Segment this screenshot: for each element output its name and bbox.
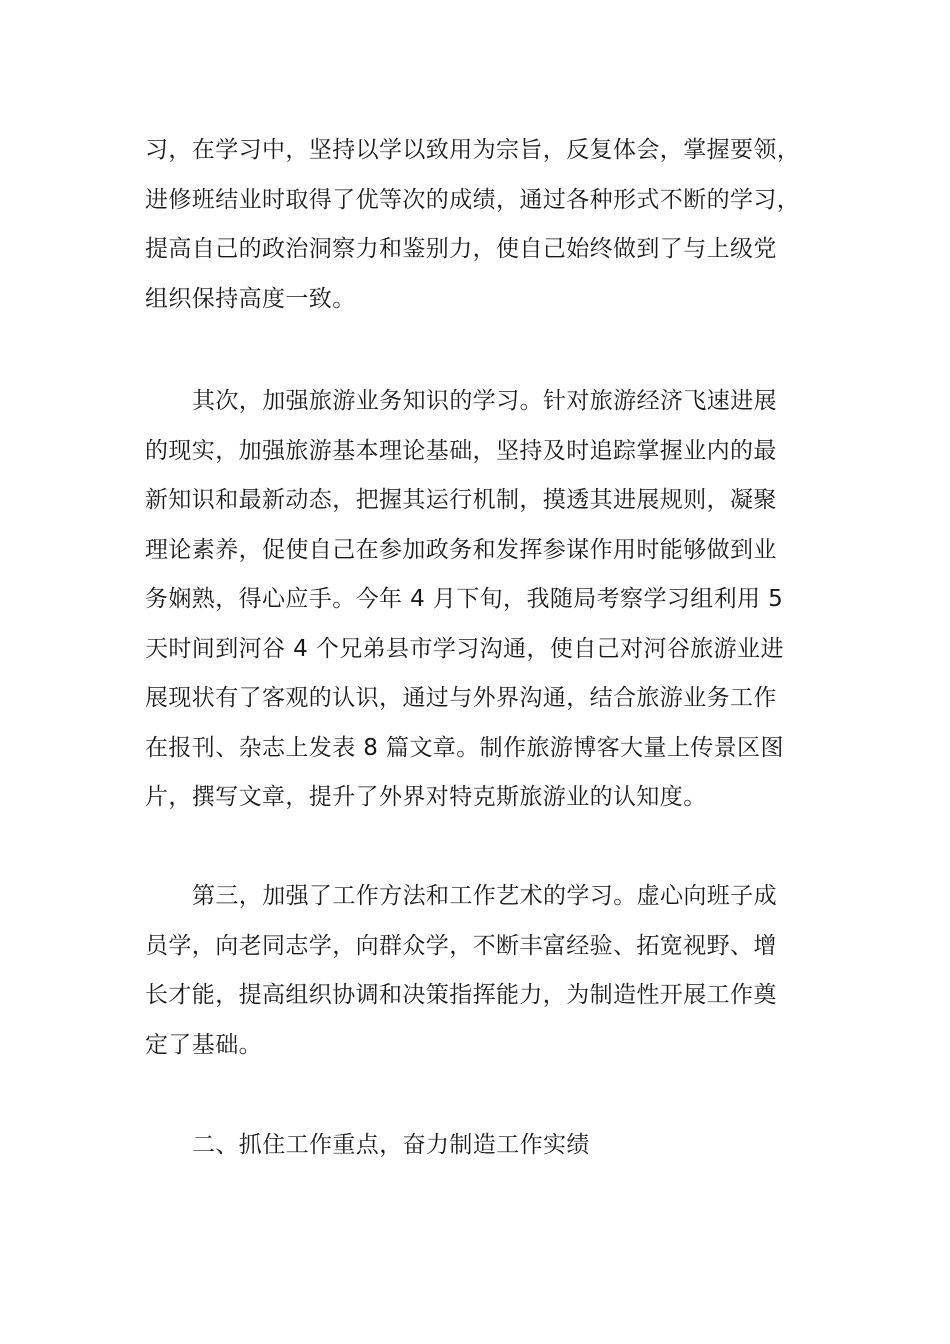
paragraph-line: 习，在学习中，坚持以学以致用为宗旨，反复体会，掌握要领， [145,137,801,163]
paragraph-line: 新知识和最新动态，把握其运行机制，摸透其进展规则，凝聚 [145,487,777,513]
paragraph-line: 进修班结业时取得了优等次的成绩，通过各种形式不断的学习， [145,186,801,213]
paragraph-line: 理论素养，促使自己在参加政务和发挥参谋作用时能够做到业 [145,536,777,563]
paragraph-work-methods [145,872,810,1070]
paragraph-line: 长才能，提高组织协调和决策指挥能力，为制造性开展工作奠 [145,982,777,1008]
paragraph-line: 务娴熟，得心应手。今年 4 月下旬，我随局考察学习组利用 5 [145,586,784,612]
paragraph-line: 在报刊、杂志上发表 8 篇文章。制作旅游博客大量上传景区图 [145,734,784,761]
section-heading-text: 二、抓住工作重点，奋力制造工作实绩 [192,1132,590,1158]
paragraph-line: 组织保持高度一致。 [145,285,356,312]
section-heading [145,1121,810,1171]
paragraph-line: 其次，加强旅游业务知识的学习。针对旅游经济飞速进展 [192,388,777,414]
paragraph-line: 员学，向老同志学，向群众学，不断丰富经验、拓宽视野、增 [145,932,777,959]
paragraph-line: 展现状有了客观的认识，通过与外界沟通，结合旅游业务工作 [145,685,777,711]
paragraph-study-continuation [145,126,810,324]
paragraph-line: 第三，加强了工作方法和工作艺术的学习。虚心向班子成 [192,883,777,909]
paragraph-line: 定了基础。 [145,1031,262,1058]
paragraph-line: 的现实，加强旅游基本理论基础，坚持及时追踪掌握业内的最 [145,437,777,464]
paragraph-line: 提高自己的政治洞察力和鉴别力，使自己始终做到了与上级党 [145,236,777,262]
paragraph-tourism-knowledge [145,377,810,823]
paragraph-line: 天时间到河谷 4 个兄弟县市学习沟通，使自己对河谷旅游业进 [145,635,784,662]
paragraph-line: 片，撰写文章，提升了外界对特克斯旅游业的认知度。 [145,784,707,810]
